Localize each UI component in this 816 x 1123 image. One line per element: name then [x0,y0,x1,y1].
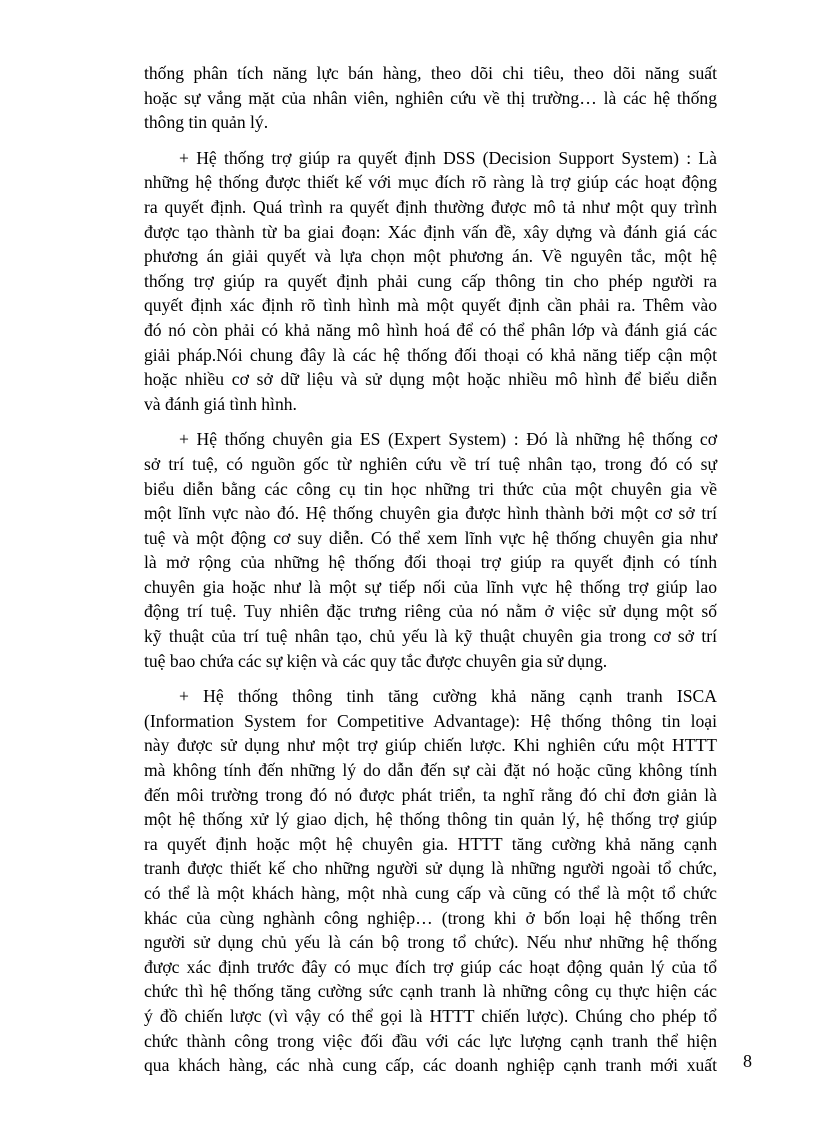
text-line: là mở rộng của những hệ thống đối thoại trợ giúp ra quyết định có tính [144,552,717,573]
text-line: một lĩnh vực nào đó. Hệ thống chuyên gia được hình thành bởi một cơ sở trí [144,503,717,524]
text-line: người sử dụng chủ yếu là cán bộ trong tổ chức). Nếu như những hệ thống [144,932,717,953]
text-line: tranh được thiết kế cho những người sử dụng là những người ngoài tổ chức, [144,858,717,879]
page-body [144,61,717,1089]
text-line: biểu diễn bằng các công cụ tin học những tri thức của một chuyên gia về [144,478,717,499]
text-line: ý đồ chiến lược (vì vậy có thể gọi là HTTT chiến lược). Chúng cho phép tổ [144,1005,717,1026]
text-line: qua khách hàng, các nhà cung cấp, các doanh nghiệp cạnh tranh mới xuất [144,1055,717,1076]
text-line: có thể là một khách hàng, một nhà cung cấp và cũng có thể là một tổ chức [144,883,717,903]
text-line: tuệ bao chứa các sự kiện và các quy tắc được chuyên gia sử dụng. [144,650,608,671]
text-line: được xác định trước đây có mục đích trợ giúp các hoạt động quản lý của tổ [144,956,717,977]
text-line: thống phân tích năng lực bán hàng, theo dõi chi tiêu, theo dõi năng suất [144,63,717,83]
paragraph-mis-continuation [144,61,717,135]
paragraph-dss [144,146,717,417]
text-line: quyết định xác định rõ tình hình mà một quyết định cần phải ra. Thêm vào [144,295,717,316]
text-line: những hệ thống được thiết kế với mục đích rõ ràng là trợ giúp các hoạt động [144,172,717,193]
paragraph-isca [144,684,717,1078]
text-line: + Hệ thống chuyên gia ES (Expert System) : Đó là những hệ thống cơ [179,429,717,450]
text-line: ra quyết định hoặc một hệ chuyên gia. HTTT tăng cường khả năng cạnh [144,833,717,854]
text-line: chức thành công trong việc đối đầu với các lực lượng cạnh tranh thể hiện [144,1030,717,1051]
text-line: kỹ thuật của trí tuệ nhân tạo, chủ yếu là kỹ thuật chuyên gia trong cơ sở trí [144,626,717,647]
text-line: chức thì hệ thống tăng cường sức cạnh tranh là những công cụ thực hiện các [144,981,717,1002]
text-line: này được sử dụng như một trợ giúp chiến lược. Khi nghiên cứu một HTTT [144,735,717,756]
text-line: và đánh giá tình hình. [144,393,297,414]
text-line: thông tin quản lý. [144,112,269,133]
text-line: (Information System for Competitive Advantage): Hệ thống thông tin loại [144,710,717,731]
text-line: động trí tuệ. Tuy nhiên đặc trưng riêng của nó nằm ở việc sử dụng một số [144,601,717,622]
page-number: 8 [743,1051,752,1071]
text-line: đến môi trường trong đó nó được phát triển, ta nghĩ rằng đó chỉ đơn giản là [144,784,717,805]
text-line: hoặc sự vắng mặt của nhân viên, nghiên cứu về thị trường… là các hệ thống [144,87,717,108]
text-line: tuệ và một động cơ suy diễn. Có thể xem lĩnh vực hệ thống chuyên gia như [144,527,717,548]
text-line: hoặc nhiều cơ sở dữ liệu và sử dụng một hoặc nhiều mô hình để biểu diễn [144,369,717,390]
text-line: phương án giải quyết và lựa chọn một phương án. Về nguyên tắc, một hệ [144,246,717,267]
text-line: + Hệ thống thông tinh tăng cường khả năng cạnh tranh ISCA [179,686,717,707]
text-line: chuyên gia hoặc như là một sự tiếp nối của lĩnh vực hệ thống trợ giúp lao [144,576,717,597]
text-line: khác của cùng nghành công nghiệp… (trong khi ở bốn loại hệ thống trên [144,907,717,928]
text-line: thống trợ giúp ra quyết định phải cung cấp thông tin cho phép người ra [144,270,717,291]
text-line: một hệ thống xử lý giao dịch, hệ thống thông tin quản lý, hệ thống trợ giúp [144,809,717,830]
text-line: đó nó còn phải có khả năng mô hình hoá để có thể phân lớp và đánh giá các [144,319,717,340]
text-line: giải pháp.Nói chung đây là các hệ thống đối thoại có khả năng tiếp cận một [144,344,717,365]
text-line: sở trí tuệ, có nguồn gốc từ nghiên cứu về trí tuệ nhân tạo, trong đó có sự [144,453,717,474]
text-line: mà không tính đến những lý do dẫn đến sự cài đặt nó hoặc cũng không tính [144,760,717,781]
text-line: ra quyết định. Quá trình ra quyết định thường được mô tả như một quy trình [144,196,717,217]
text-line: được tạo thành từ ba giai đoạn: Xác định vấn đề, xây dựng và đánh giá các [144,221,717,242]
paragraph-expert-system [144,427,717,673]
text-line: + Hệ thống trợ giúp ra quyết định DSS (Decision Support System) : Là [179,147,717,168]
